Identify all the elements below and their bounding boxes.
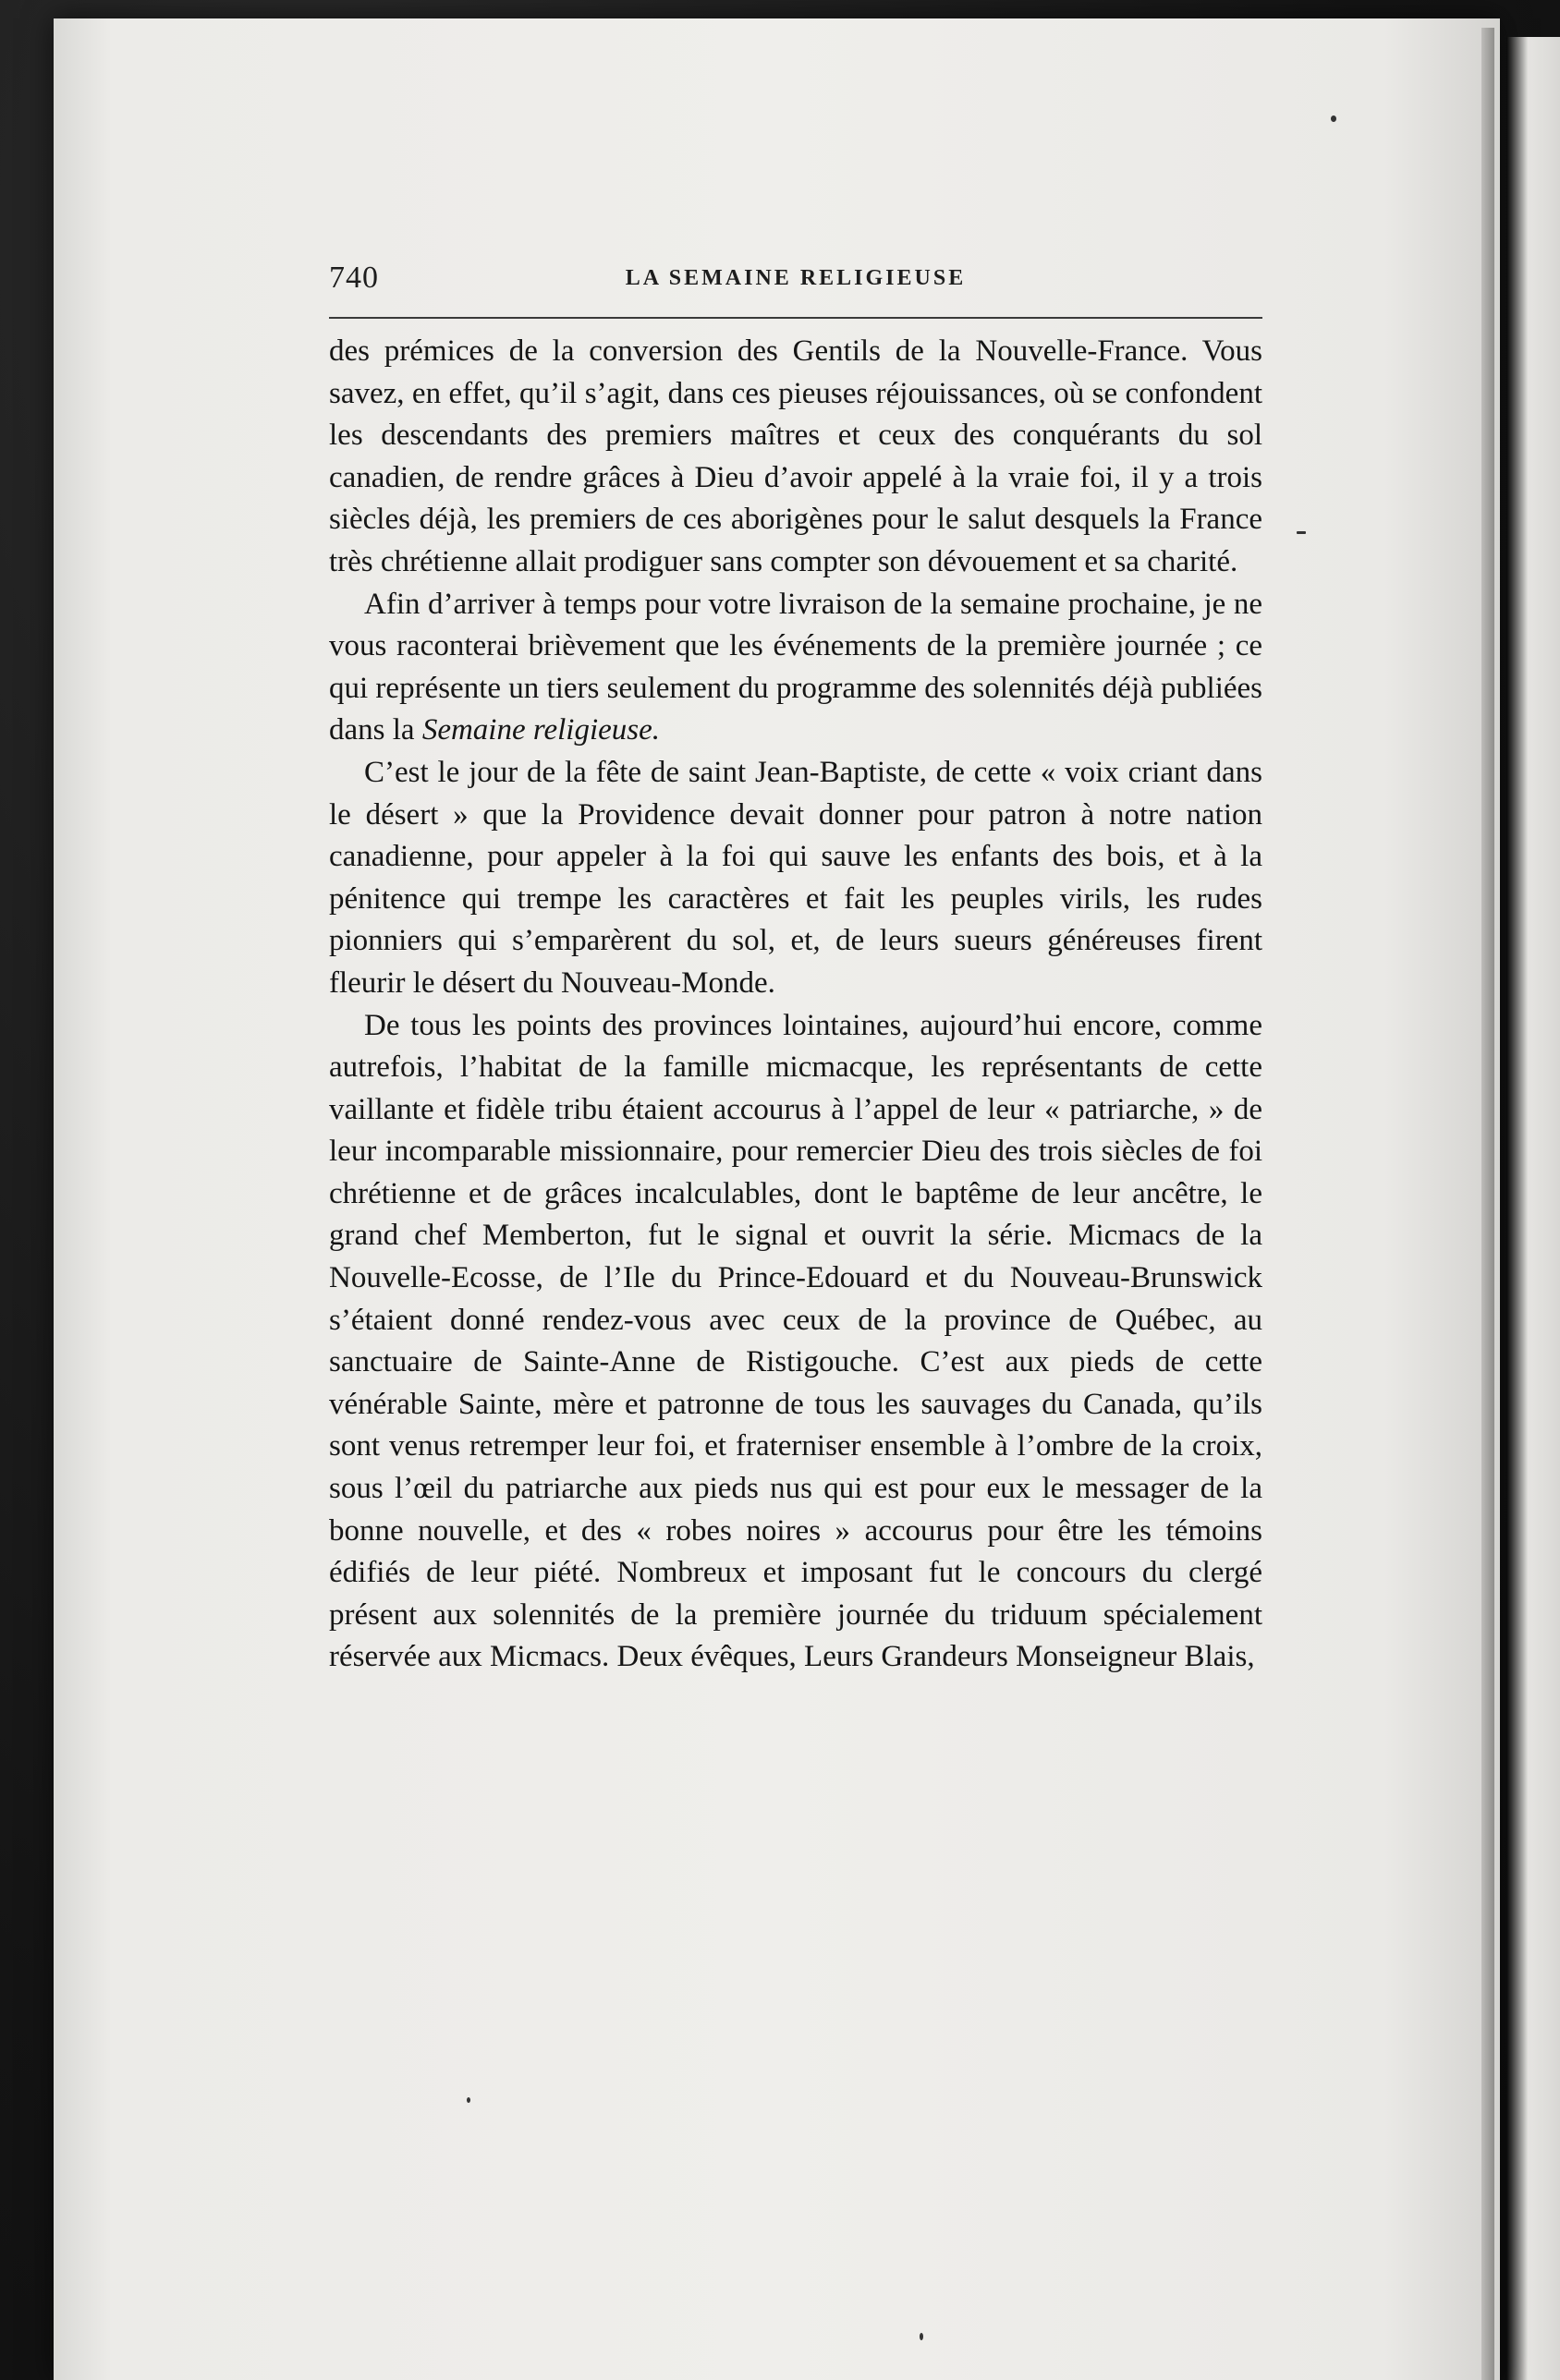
paragraph-1: des prémices de la conversion des Gentils de la Nouvelle-France. Vous savez, en effet, qu’il s’agit, dans ces pieuses réjouissances, où se confondent les descendants des premiers maîtres et ceux des conquérants du sol canadien, de rendre grâces à Dieu d’avoir appelé à la vraie foi, il y a trois siècles déjà, les premiers de ces aborigènes pour le salut desquels la France très chrétienne allait prodiguer sans compter son dévouement et sa charité.	[329, 334, 1262, 578]
paragraph-3: C’est le jour de la fête de saint Jean-Baptiste, de cette « voix criant dans le désert » que la Providence devait donner pour patron à notre nation canadienne, pour appeler à la foi qui sauve les enfants des bois, et à la pénitence qui trempe les caractères et fait les peuples virils, les rudes pionniers qui s’emparèrent du sol, et, de leurs sueurs généreuses firent fleurir le désert du Nouveau-Monde.	[329, 755, 1262, 1000]
paragraph-2-italic: Semaine religieuse.	[421, 713, 661, 747]
running-head	[329, 261, 1262, 307]
scan-speck	[1331, 115, 1336, 122]
page-edge	[1481, 28, 1494, 2380]
page-number: 740	[329, 261, 379, 295]
adjacent-page-strip	[1506, 37, 1560, 2380]
scan-speck	[1297, 531, 1306, 534]
paragraph-2	[329, 584, 1262, 752]
scan-speck	[467, 2097, 470, 2103]
scan-speck	[920, 2333, 923, 2340]
running-title: LA SEMAINE RELIGIEUSE	[625, 266, 967, 290]
body-text	[329, 331, 1262, 1679]
paragraph-4: De tous les points des provinces lointaines, aujourd’hui encore, comme autrefois, l’habitat de la famille micmacque, les représentants de cette vaillante et fidèle tribu étaient accourus à l’appel de leur « patriarche, » de leur incomparable missionnaire, pour remercier Dieu des trois siècles de foi chrétienne et de grâces incalculables, dont le baptême de leur ancêtre, le grand chef Memberton, fut le signal et ouvrit la série. Micmacs de la Nouvelle-Ecosse, de l’Ile du Prince-Edouard et du Nouveau-Brunswick s’étaient donné rendez-vous avec ceux de la province de Québec, au sanctuaire de Sainte-Anne de Ristigouche. C’est aux pieds de cette vénérable Sainte, mère et patronne de tous les sauvages du Canada, qu’ils sont venus retremper leur foi, et fraterniser ensemble à l’ombre de la croix, sous l’œil du patriarche aux pieds nus qui est pour eux le messager de la bonne nouvelle, et des « robes noires » accourus pour être les témoins édifiés de leur piété. Nombreux et imposant fut le concours du clergé présent aux solennités de la première journée du triduum spécialement réservée aux Micmacs. Deux évêques, Leurs Grandeurs Monseigneur Blais,	[329, 1008, 1262, 1674]
header-rule	[329, 317, 1262, 319]
paragraph-2-text: Afin d’arriver à temps pour votre livraison de la semaine prochaine, je ne vous raconterai brièvement que les événements de la première journée ; ce qui représente un tiers seulement du programme des solennités déjà publiées dans la	[329, 587, 1262, 747]
